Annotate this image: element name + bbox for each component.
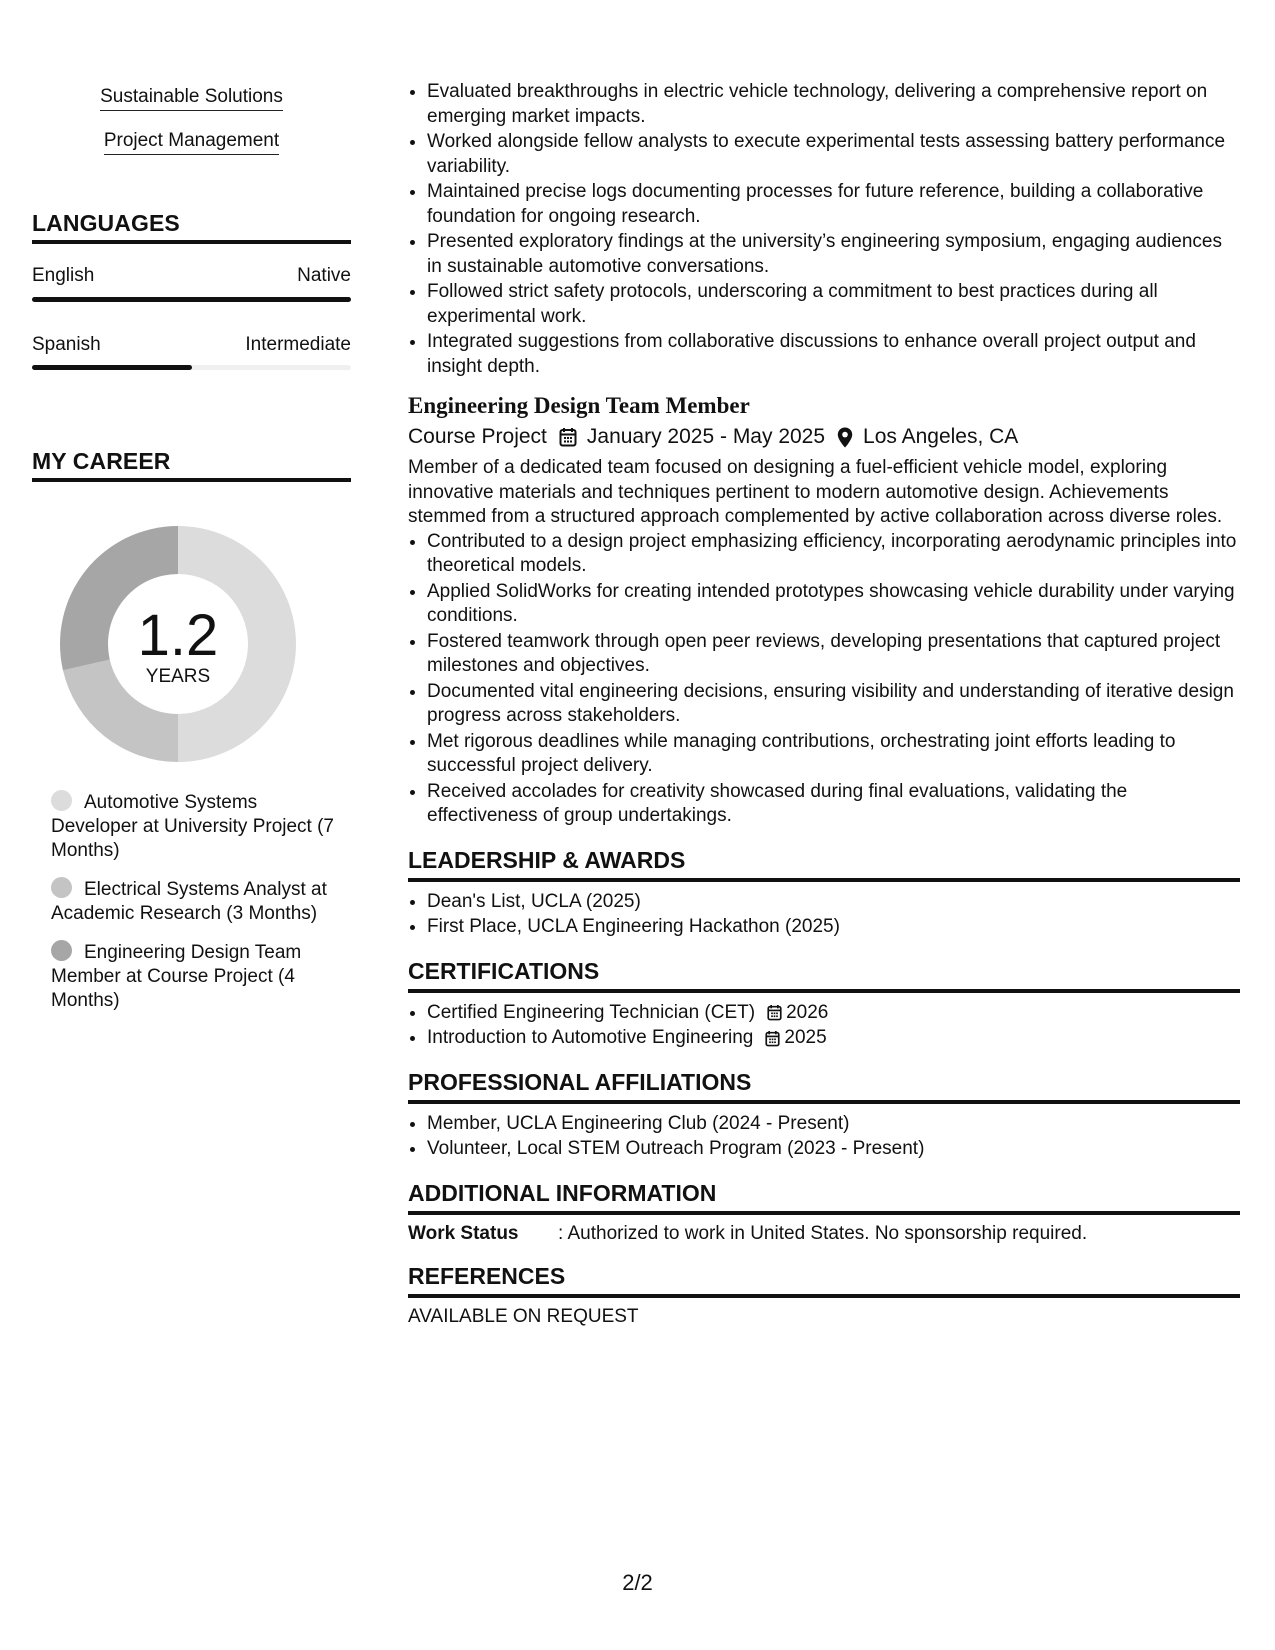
certification-item: • Certified Engineering Technician (CET) 2026 <box>427 1001 1240 1026</box>
affiliations-heading: PROFESSIONAL AFFILIATIONS <box>408 1069 1240 1104</box>
bullet-item: • Received accolades for creativity showcased during final evaluations, validating the effectiveness of group undertakings. <box>427 780 1240 829</box>
bullet-item: • Contributed to a design project emphasizing efficiency, incorporating aerodynamic principles into theoretical models. <box>427 530 1240 579</box>
job-location: Los Angeles, CA <box>863 425 1019 448</box>
work-status-label: Work Status <box>408 1222 519 1244</box>
additional-info-heading: ADDITIONAL INFORMATION <box>408 1180 1240 1215</box>
job-bullets <box>408 530 1240 829</box>
job-description: Member of a dedicated team focused on designing a fuel-efficient vehicle model, exploring innovative materials and techniques pertinent to modern automotive design. Achievements stemmed from a structured approach complemented by active collaboration across diverse roles. <box>408 457 1223 527</box>
legend-dot-icon <box>51 940 72 961</box>
work-status-row <box>408 1223 1240 1245</box>
bullet-item: • Fostered teamwork through open peer reviews, developing presentations that captured project milestones and objectives. <box>427 630 1240 679</box>
calendar-icon <box>767 1004 782 1021</box>
career-total-unit: YEARS <box>145 666 211 687</box>
language-bar-fill <box>32 365 192 370</box>
bullet-item: • Applied SolidWorks for creating intended prototypes showcasing vehicle durability under varying conditions. <box>427 580 1240 629</box>
page-number: 2/2 <box>622 1570 653 1595</box>
career-heading: MY CAREER <box>32 448 351 482</box>
bullet-item: • Integrated suggestions from collaborative discussions to enhance overall project output and insight depth. <box>427 330 1240 379</box>
language-level: Intermediate <box>245 334 351 355</box>
bullet-item: • Presented exploratory findings at the university’s engineering symposium, engaging audiences in sustainable automotive conversations. <box>427 230 1240 279</box>
languages-heading: LANGUAGES <box>32 210 351 244</box>
previous-job-bullets <box>408 80 1240 379</box>
language-bar-english <box>32 297 351 302</box>
certifications-heading: CERTIFICATIONS <box>408 958 1240 993</box>
career-legend-item: Electrical Systems Analyst at Academic Research (3 Months) <box>51 879 327 924</box>
references-heading: REFERENCES <box>408 1263 1240 1298</box>
bullet-item: • Dean's List, UCLA (2025) <box>427 890 1240 915</box>
career-legend-item: Automotive Systems Developer at University Project (7 Months) <box>51 792 334 861</box>
certification-year: 2026 <box>786 1001 829 1023</box>
bullet-item: • Evaluated breakthroughs in electric vehicle technology, delivering a comprehensive report on emerging market impacts. <box>427 80 1240 129</box>
career-legend <box>51 790 341 1027</box>
language-row-spanish <box>32 334 351 356</box>
bullet-item: • Volunteer, Local STEM Outreach Program (2023 - Present) <box>427 1137 1240 1162</box>
legend-dot-icon <box>51 790 72 811</box>
bullet-item: • Followed strict safety protocols, underscoring a commitment to best practices during all experimental work. <box>427 280 1240 329</box>
bullet-item: • Member, UCLA Engineering Club (2024 - Present) <box>427 1112 1240 1137</box>
bullet-item: • First Place, UCLA Engineering Hackathon (2025) <box>427 915 1240 940</box>
affiliations-list <box>408 1112 1240 1162</box>
job-company: Course Project <box>408 425 547 448</box>
language-name: Spanish <box>32 334 101 355</box>
bullet-item: • Maintained precise logs documenting processes for future reference, building a collaborative foundation for ongoing research. <box>427 180 1240 229</box>
job-meta <box>408 425 1240 449</box>
leadership-list <box>408 890 1240 940</box>
career-total-value: 1.2 <box>137 603 219 668</box>
calendar-icon <box>765 1030 780 1047</box>
leadership-heading: LEADERSHIP & AWARDS <box>408 847 1240 882</box>
main-content <box>408 80 1240 1328</box>
language-name: English <box>32 265 95 286</box>
skill-tag: Sustainable Solutions <box>32 86 351 111</box>
language-bar-fill <box>32 297 351 302</box>
career-legend-item: Engineering Design Team Member at Course Project (4 Months) <box>51 942 302 1011</box>
job-dates: January 2025 - May 2025 <box>586 425 826 448</box>
work-status-value: : Authorized to work in United States. No sponsorship required. <box>558 1222 1088 1244</box>
language-row-english <box>32 265 351 287</box>
certifications-list <box>408 1001 1240 1051</box>
job-title: Engineering Design Team Member <box>408 393 750 418</box>
certification-item: • Introduction to Automotive Engineering 2025 <box>427 1026 1240 1051</box>
references-text: AVAILABLE ON REQUEST <box>408 1305 639 1327</box>
language-bar-spanish <box>32 365 351 370</box>
legend-dot-icon <box>51 877 72 898</box>
certification-year: 2025 <box>784 1027 827 1048</box>
language-level: Native <box>297 265 351 286</box>
bullet-item: • Worked alongside fellow analysts to execute experimental tests assessing battery performance variability. <box>427 130 1240 179</box>
location-pin-icon <box>837 427 853 448</box>
skill-tag: Project Management <box>32 130 351 155</box>
career-donut-chart <box>56 522 300 766</box>
calendar-icon <box>559 427 577 447</box>
bullet-item: • Met rigorous deadlines while managing contributions, orchestrating joint efforts leading to successful project delivery. <box>427 730 1240 779</box>
bullet-item: • Documented vital engineering decisions, ensuring visibility and understanding of iterative design progress across stakeholders. <box>427 680 1240 729</box>
